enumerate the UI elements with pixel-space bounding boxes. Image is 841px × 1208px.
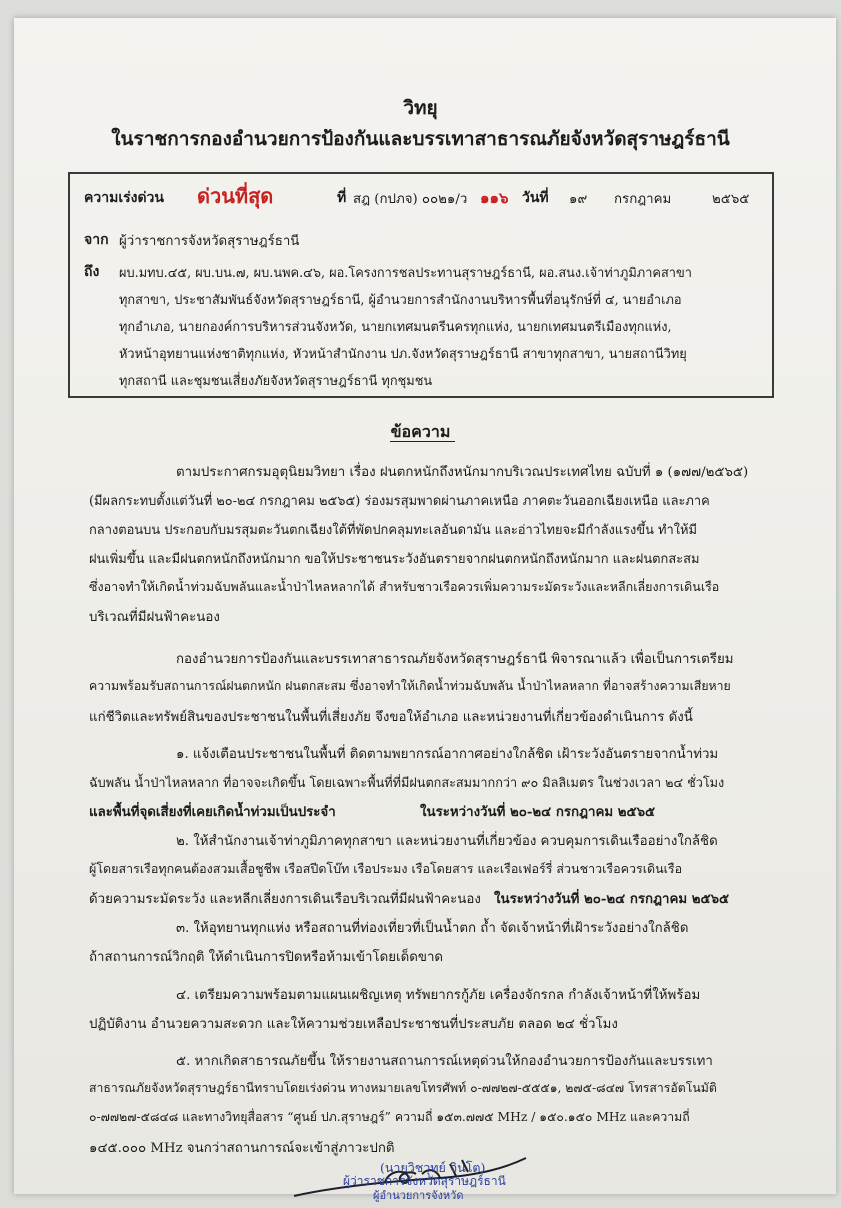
item-4-line: ๔. เตรียมความพร้อมตามแผนเผชิญเหตุ ทรัพยากรกู้ภัย เครื่องจักรกล กำลังเจ้าหน้าที่ให้พร้อม xyxy=(176,988,701,1003)
paragraph-line: (มีผลกระทบตั้งแต่วันที่ ๒๐-๒๔ กรกฎาคม ๒๕๖๕) ร่องมรสุมพาดผ่านภาคเหนือ ภาคตะวันออกเฉียงเหนือ และภาค xyxy=(89,494,710,509)
item-5-line: สาธารณภัยจังหวัดสุราษฎร์ธานีทราบโดยเร่งด่วน ทางหมายเลขโทรศัพท์ ๐-๗๗๒๗-๕๕๕๑, ๒๗๕-๘๔๗ โทรสารอัตโนมัติ xyxy=(89,1081,717,1095)
signatory-name: (นายวิชวุทย์ จินโต) xyxy=(380,1160,486,1175)
to-line: ทุกสถานี และชุมชนเสี่ยงภัยจังหวัดสุราษฎร์ธานี ทุกชุมชน xyxy=(119,374,433,389)
to-line: ผบ.มทบ.๔๕, ผบ.บน.๗, ผบ.นพค.๔๖, ผอ.โครงการชลประทานสุราษฎร์ธานี, ผอ.สนง.เจ้าท่าภูมิภาคสาขา xyxy=(119,266,692,281)
item-5-line: ๑๔๕.๐๐๐ MHz จนกว่าสถานการณ์จะเข้าสู่ภาวะปกติ xyxy=(89,1141,395,1156)
urgency-label: ความเร่งด่วน xyxy=(84,190,164,206)
item-2-date-bold: ในระหว่างวันที่ ๒๐-๒๔ กรกฎาคม ๒๕๖๕ xyxy=(494,892,730,907)
paragraph-line: ซึ่งอาจทำให้เกิดน้ำท่วมฉับพลันและน้ำป่าไหลหลากได้ สำหรับชาวเรือควรเพิ่มความระมัดระวังและหลีกเลี่ยงการเดินเรือ xyxy=(89,579,720,594)
item-2-line: ๒. ให้สำนักงานเจ้าท่าภูมิภาคทุกสาขา และหน่วยงานที่เกี่ยวข้อง ควบคุมการเดินเรืออย่างใกล้ชิด xyxy=(176,834,718,849)
to-label: ถึง xyxy=(84,264,100,280)
item-1-line: ฉับพลัน น้ำป่าไหลหลาก ที่อาจจะเกิดขึ้น โดยเฉพาะพื้นที่ที่มีฝนตกสะสมมากกว่า ๙๐ มิลลิเมตร ในช่วงเวลา ๒๔ ชั่วโมง xyxy=(89,775,725,790)
ref-label: ที่ xyxy=(337,190,347,206)
ref-value: สฎ (กปภจ) ๐๐๒๑/ว xyxy=(353,192,468,207)
document-title: วิทยุ xyxy=(403,97,438,119)
paragraph-line: บริเวณที่มีฝนฟ้าคะนอง xyxy=(89,610,220,625)
paragraph-line: ตามประกาศกรมอุตุนิยมวิทยา เรื่อง ฝนตกหนักถึงหนักมากบริเวณประเทศไทย ฉบับที่ ๑ (๑๗๗/๒๕๖๕) xyxy=(176,465,749,480)
document-subtitle: ในราชการกองอำนวยการป้องกันและบรรเทาสาธารณภัยจังหวัดสุราษฎร์ธานี xyxy=(111,128,730,150)
signatory-position: ผู้ว่าราชการจังหวัดสุราษฎร์ธานี xyxy=(343,1174,506,1188)
item-4-line: ปฏิบัติงาน อำนวยความสะดวก และให้ความช่วยเหลือประชาชนที่ประสบภัย ตลอด ๒๔ ชั่วโมง xyxy=(89,1017,618,1032)
message-heading: ข้อความ xyxy=(390,422,451,441)
date-day: ๑๙ xyxy=(569,192,588,207)
from-label: จาก xyxy=(84,232,109,248)
to-line: ทุกอำเภอ, นายกองค์การบริหารส่วนจังหวัด, นายกเทศมนตรีนครทุกแห่ง, นายกเทศมนตรีเมืองทุกแห่ง, xyxy=(119,320,672,335)
paragraph-line: ฝนเพิ่มขึ้น และมีฝนตกหนักถึงหนักมาก ขอให้ประชาชนระวังอันตรายจากฝนตกหนักถึงหนักมาก และฝนตกสะสม xyxy=(89,552,700,567)
date-label: วันที่ xyxy=(522,190,549,206)
from-value: ผู้ว่าราชการจังหวัดสุราษฎร์ธานี xyxy=(119,234,300,249)
item-2-line: ผู้โดยสารเรือทุกคนต้องสวมเสื้อชูชีพ เรือสปีดโบ๊ท เรือประมง เรือโดยสาร และเรือเฟอร์รี่ ส่วนชาวเรือควรเดินเรือ xyxy=(89,861,683,876)
date-year: ๒๕๖๕ xyxy=(712,192,750,207)
item-5-line: ๕. หากเกิดสาธารณภัยขึ้น ให้รายงานสถานการณ์เหตุด่วนให้กองอำนวยการป้องกันและบรรเทา xyxy=(176,1054,713,1069)
item-1-date-bold: ในระหว่างวันที่ ๒๐-๒๔ กรกฎาคม ๒๕๖๕ xyxy=(420,805,656,820)
item-3-line: ถ้าสถานการณ์วิกฤติ ให้ดำเนินการปิดหรือห้ามเข้าโดยเด็ดขาด xyxy=(89,950,444,965)
signatory-position-2: ผู้อำนวยการจังหวัด xyxy=(373,1189,464,1202)
to-line: ทุกสาขา, ประชาสัมพันธ์จังหวัดสุราษฎร์ธานี, ผู้อำนวยการสำนักงานบริหารพื้นที่อนุรักษ์ที่ ๔, นายอำเภอ xyxy=(119,293,682,308)
item-1-line: ๑. แจ้งเตือนประชาชนในพื้นที่ ติดตามพยากรณ์อากาศอย่างใกล้ชิด เฝ้าระวังอันตรายจากน้ำท่วม xyxy=(176,747,719,762)
date-month: กรกฎาคม xyxy=(614,192,672,207)
urgency-value: ด่วนที่สุด xyxy=(197,184,274,208)
paragraph-line: กลางตอนบน ประกอบกับมรสุมตะวันตกเฉียงใต้ที่พัดปกคลุมทะเลอันดามัน และอ่าวไทยจะมีกำลังแรงขึ้น ทำให้มี xyxy=(89,523,698,538)
item-1-line-bold: และพื้นที่จุดเสี่ยงที่เคยเกิดน้ำท่วมเป็นประจำ xyxy=(89,805,336,820)
heading-underline xyxy=(390,441,455,442)
item-5-line: ๐-๗๗๒๗-๕๘๔๘ และทางวิทยุสื่อสาร “ศูนย์ ปภ.สุราษฎร์” ความถี่ ๑๕๓.๗๗๕ MHz / ๑๕๐.๑๕๐ MHz และความถี่ xyxy=(89,1110,690,1124)
paragraph-line: แก่ชีวิตและทรัพย์สินของประชาชนในพื้นที่เสี่ยงภัย จึงขอให้อำเภอ และหน่วยงานที่เกี่ยวข้องดำเนินการ ดังนี้ xyxy=(89,710,693,725)
paragraph-line: ความพร้อมรับสถานการณ์ฝนตกหนัก ฝนตกสะสม ซึ่งอาจทำให้เกิดน้ำท่วมฉับพลัน น้ำป่าไหลหลาก ที่อาจสร้างความเสียหาย xyxy=(89,679,731,693)
paragraph-line: กองอำนวยการป้องกันและบรรเทาสาธารณภัยจังหวัดสุราษฎร์ธานี พิจารณาแล้ว เพื่อเป็นการเตรียม xyxy=(176,652,734,667)
to-line: หัวหน้าอุทยานแห่งชาติทุกแห่ง, หัวหน้าสำนักงาน ปภ.จังหวัดสุราษฎร์ธานี สาขาทุกสาขา, นายสถานีวิทยุ xyxy=(119,347,687,362)
ref-number: ๑๑๖ xyxy=(480,189,509,207)
item-2-line: ด้วยความระมัดระวัง และหลีกเลี่ยงการเดินเรือบริเวณที่มีฝนฟ้าคะนอง xyxy=(89,892,481,907)
item-3-line: ๓. ให้อุทยานทุกแห่ง หรือสถานที่ท่องเที่ยวที่เป็นน้ำตก ถ้ำ จัดเจ้าหน้าที่เฝ้าระวังอย่างใกล้ชิด xyxy=(176,921,689,936)
